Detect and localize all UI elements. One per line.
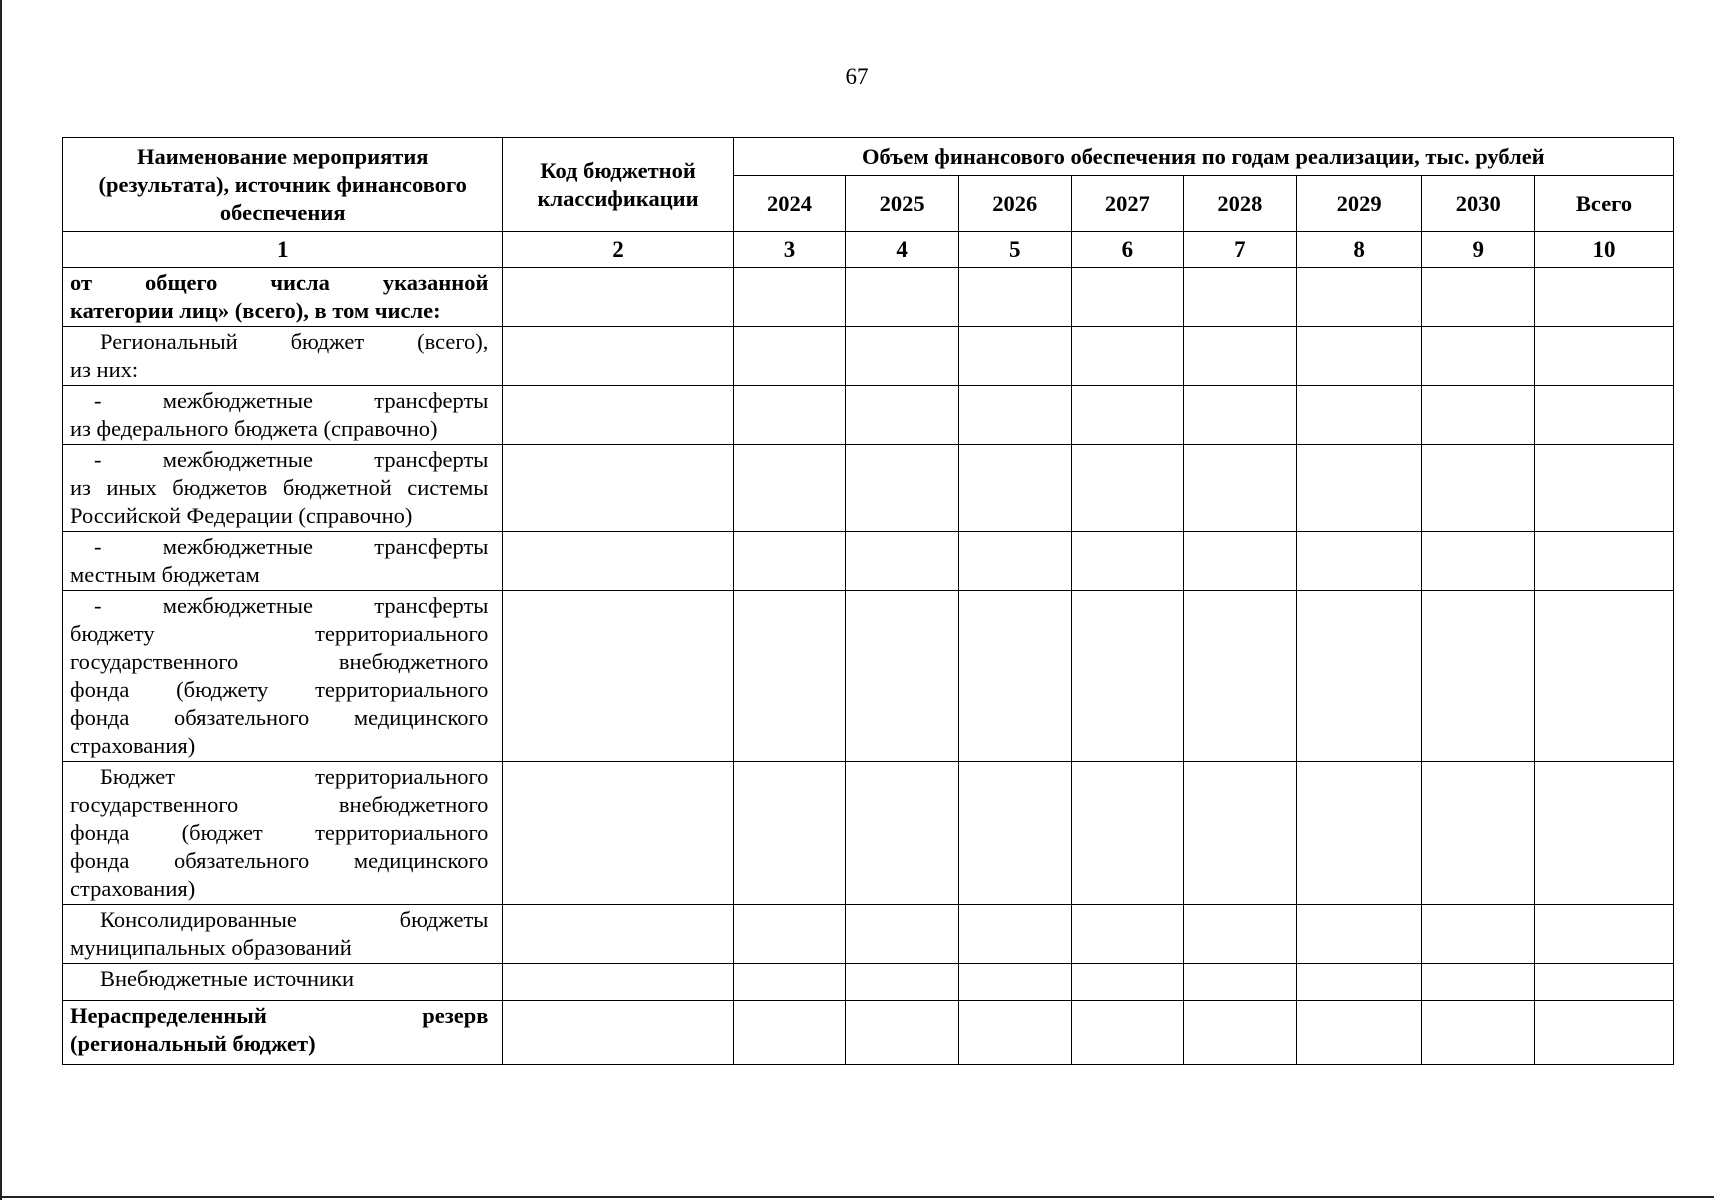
table-row [63,445,1674,532]
table-body [63,268,1674,1065]
column-number: 10 [1535,232,1674,268]
amount-cell [1422,445,1535,532]
row-name-line: фонда обязательного медицинского [70,848,489,873]
amount-cell [958,964,1071,1001]
amount-cell [958,591,1071,762]
amount-cell [1296,591,1422,762]
amount-cell [1071,762,1184,905]
amount-cell [958,532,1071,591]
page-number: 67 [845,64,869,89]
header-year: 2029 [1296,176,1422,232]
amount-cell [1422,964,1535,1001]
row-name-cell [63,327,503,386]
amount-cell [733,268,846,327]
amount-cell [1071,905,1184,964]
amount-cell [958,327,1071,386]
column-number: 5 [958,232,1071,268]
amount-cell [1535,591,1674,762]
amount-cell [1422,327,1535,386]
row-name-line: - межбюджетные трансферты [94,534,489,559]
row-name-cell [63,905,503,964]
header-year: 2024 [733,176,846,232]
amount-cell [1184,1001,1297,1065]
amount-cell [1184,327,1297,386]
row-name-cell [63,532,503,591]
row-name-cell [63,386,503,445]
row-name-line: муниципальных образований [70,935,352,960]
amount-cell [846,1001,959,1065]
row-name-line: государственного внебюджетного [70,792,489,817]
amount-cell [1296,905,1422,964]
amount-cell [1535,905,1674,964]
budget-code-cell [503,268,733,327]
amount-cell [958,268,1071,327]
row-name-line: бюджету территориального [70,621,489,646]
table-row [63,268,1674,327]
amount-cell [846,762,959,905]
table-row [63,762,1674,905]
column-number: 8 [1296,232,1422,268]
page-frame-left [0,0,2,1200]
amount-cell [846,268,959,327]
amount-cell [1184,964,1297,1001]
header-name-column: Наименование мероприятия (результата), источник финансового обеспечения [63,138,503,232]
row-name-line: из них: [70,357,139,382]
row-name-line: категории лиц» (всего), в том числе: [70,298,441,323]
row-name-cell [63,762,503,905]
budget-code-cell [503,386,733,445]
column-numbers-row [63,232,1674,268]
amount-cell [1071,386,1184,445]
table-row [63,905,1674,964]
budget-code-cell [503,591,733,762]
row-name-line: Консолидированные бюджеты [100,907,489,932]
amount-cell [1296,1001,1422,1065]
column-number: 4 [846,232,959,268]
amount-cell [1422,1001,1535,1065]
amount-cell [1422,762,1535,905]
budget-code-cell [503,1001,733,1065]
row-name-cell [63,445,503,532]
amount-cell [1296,445,1422,532]
amount-cell [1535,532,1674,591]
row-name-line: - межбюджетные трансферты [94,388,489,413]
amount-cell [1535,268,1674,327]
table-row [63,532,1674,591]
table-row [63,386,1674,445]
amount-cell [958,762,1071,905]
header-year: 2025 [846,176,959,232]
column-number: 7 [1184,232,1297,268]
amount-cell [1296,762,1422,905]
budget-code-cell [503,445,733,532]
amount-cell [846,905,959,964]
row-name-line: местным бюджетам [70,562,260,587]
amount-cell [1184,532,1297,591]
column-number: 2 [503,232,733,268]
amount-cell [846,591,959,762]
table-row [63,327,1674,386]
amount-cell [1535,964,1674,1001]
row-name-cell [63,591,503,762]
budget-code-cell [503,762,733,905]
amount-cell [733,327,846,386]
row-name-line: от общего числа указанной [70,270,489,295]
amount-cell [1535,1001,1674,1065]
amount-cell [733,905,846,964]
row-name-line: Региональный бюджет (всего), [100,329,489,354]
amount-cell [1535,327,1674,386]
amount-cell [846,386,959,445]
amount-cell [733,532,846,591]
amount-cell [733,386,846,445]
amount-cell [958,445,1071,532]
budget-code-cell [503,964,733,1001]
table-row [63,591,1674,762]
row-name-line: фонда (бюджету территориального [70,677,489,702]
header-year: 2027 [1071,176,1184,232]
column-number: 1 [63,232,503,268]
amount-cell [1296,532,1422,591]
amount-cell [958,905,1071,964]
amount-cell [733,964,846,1001]
amount-cell [958,386,1071,445]
page-frame-bottom [0,1196,1714,1198]
budget-code-cell [503,532,733,591]
amount-cell [1296,268,1422,327]
amount-cell [1422,268,1535,327]
column-number: 6 [1071,232,1184,268]
amount-cell [846,327,959,386]
row-name-line: фонда обязательного медицинского [70,705,489,730]
budget-code-cell [503,905,733,964]
header-volume-column: Объем финансового обеспечения по годам реализации, тыс. рублей [733,138,1673,176]
row-name-cell [63,1001,503,1065]
amount-cell [1296,327,1422,386]
row-name-line: из федерального бюджета (справочно) [70,416,438,441]
amount-cell [1422,386,1535,445]
column-number: 3 [733,232,846,268]
amount-cell [958,1001,1071,1065]
amount-cell [1184,762,1297,905]
amount-cell [1184,445,1297,532]
amount-cell [1071,591,1184,762]
amount-cell [1184,591,1297,762]
amount-cell [1535,386,1674,445]
amount-cell [1422,905,1535,964]
row-name-line: Бюджет территориального [100,764,489,789]
row-name-line: (региональный бюджет) [70,1031,316,1056]
row-name-cell [63,964,503,1001]
row-name-line: Внебюджетные источники [100,966,355,991]
amount-cell [846,445,959,532]
amount-cell [733,762,846,905]
amount-cell [1184,268,1297,327]
amount-cell [1296,386,1422,445]
table-row [63,1001,1674,1065]
header-year: 2028 [1184,176,1297,232]
amount-cell [1071,964,1184,1001]
amount-cell [1071,1001,1184,1065]
row-name-line: страхования) [70,876,196,901]
amount-cell [1071,327,1184,386]
row-name-line: Нераспределенный резерв [70,1003,489,1028]
amount-cell [733,445,846,532]
amount-cell [1071,268,1184,327]
amount-cell [1296,964,1422,1001]
amount-cell [1184,905,1297,964]
row-name-line: страхования) [70,733,196,758]
amount-cell [846,964,959,1001]
amount-cell [1071,445,1184,532]
row-name-line: Российской Федерации (справочно) [70,503,413,528]
budget-code-cell [503,327,733,386]
amount-cell [1071,532,1184,591]
header-year-total: Всего [1535,176,1674,232]
row-name-line: - межбюджетные трансферты [94,447,489,472]
header-year: 2026 [958,176,1071,232]
amount-cell [846,532,959,591]
row-name-line: фонда (бюджет территориального [70,820,489,845]
budget-table [62,137,1674,1065]
row-name-line: - межбюджетные трансферты [94,593,489,618]
column-number: 9 [1422,232,1535,268]
amount-cell [1422,591,1535,762]
amount-cell [733,591,846,762]
header-year: 2030 [1422,176,1535,232]
amount-cell [1535,762,1674,905]
row-name-cell [63,268,503,327]
row-name-line: государственного внебюджетного [70,649,489,674]
amount-cell [1184,386,1297,445]
header-code-column: Код бюджетной классификации [503,138,733,232]
row-name-line: из иных бюджетов бюджетной системы [70,475,489,500]
amount-cell [733,1001,846,1065]
amount-cell [1422,532,1535,591]
amount-cell [1535,445,1674,532]
table-row [63,964,1674,1001]
